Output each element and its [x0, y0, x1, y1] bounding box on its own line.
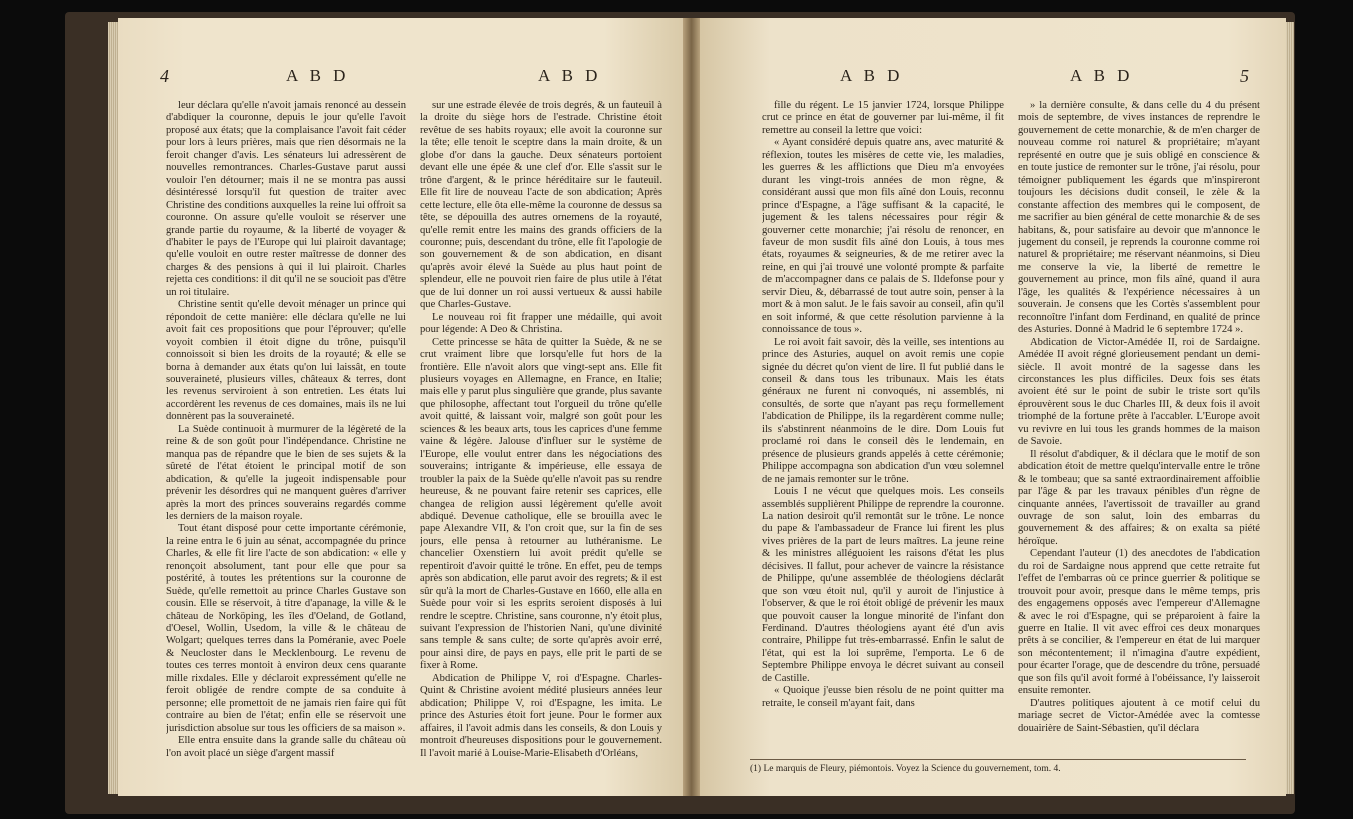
book-gutter: [683, 18, 700, 796]
paragraph: Abdication de Philippe V, roi d'Espagne. Charles-Quint & Christine avoient médité plusieurs années leur abdication; Philippe V, roi d'Espagne, les imita. Le prince des Asturies étoit fort jeune. Pour le former aux affaires, il l'avoit admis dans les conseils, & don Louis y montroit d'heureuses dispositions pour le gouvernement. Il l'avoit marié à Louise-Marie-Elisabeth d'Orléans,: [420, 672, 662, 759]
paragraph: Christine sentit qu'elle devoit ménager un prince qui répondoit de cette manière: elle déclara qu'elle ne lui avoit fait ces propositions que pour l'éprouver; qu'elle voyoit combien il étoit digne du trône, puisqu'il connoissoit si bien les droits de la royauté; & elle se borna à demander aux états qu'on lui laissât, en toute souveraineté, plusieurs villes, châteaux & terres, dont les revenus serviroient à son entretien. Les états lui accordèrent les revenus de ces domaines, mais ils ne lui donnèrent pas la souveraineté.: [166, 299, 406, 423]
paragraph: Tout étant disposé pour cette importante cérémonie, la reine entra le 6 juin au sénat, accompagnée du prince Charles, & elle fit lire l'acte de son abdication: « elle y renonçoit absolument, tant pour elle que pour sa postérité, à toutes les prétentions sur la couronne de Suède, qu'elle remettoit au prince Charles Gustave son cousin. Elle se réservoit, à titre d'apanage, la ville & le château de Norköping, les îles d'Oeland, de Gotland, d'Oesel, Wollin, Usedom, la ville & le château de Wolgart; quelques terres dans la Poméranie, avec Poele & Neucloster dans le Mecklenbourg. Le revenu de toutes ces terres montoit à environ deux cens quarante mille rixdales. Elle y déclaroit expressément qu'elle ne feroit obligée de rendre compte de sa conduite à personne; elle promettoit de ne jamais rien faire qui fût contraire au bien de l'état; enfin elle se réservoit une jurisdiction absolue sur tous les officiers de sa maison ».: [166, 523, 406, 734]
paragraph: Abdication de Victor-Amédée II, roi de Sardaigne. Amédée II avoit régné glorieusement pendant un demi-siècle. Il avoit montré de la sagesse dans les circonstances les plus difficiles. Deux fois ses états avoient été sur le point de subir le triste sort qu'ils éprouvèrent sous le duc Charles III, & deux fois il avoit triomphé de la fortune prête à l'accabler. L'Europe avoit vu revivre en lui tous les grands hommes de la maison de Savoie.: [1018, 336, 1260, 448]
paragraph: Cependant l'auteur (1) des anecdotes de l'abdication du roi de Sardaigne nous apprend que cette retraite fut l'effet de l'embarras où ce prince guerrier & politique se trouvoit pour avoir, presque dans le même temps, pris des engagemens opposés avec l'empereur d'Allemagne & avec le roi d'Espagne, qui se préparoient à faire la guerre en Italie. Il vit avec effroi ces deux monarques prêts à se concilier, & l'empereur en état de lui marquer son mécontentement; il n'imagina d'autre expédient, pour écarter l'orage, que de descendre du trône, persuadé que son fils qu'il avoit formé à l'obéissance, l'y laisseroit ensuite remonter.: [1018, 548, 1260, 697]
running-head: A B D: [538, 66, 602, 85]
text-column-2: [1018, 100, 1260, 752]
page-number: 4: [160, 66, 169, 86]
paragraph: D'autres politiques ajoutent à ce motif celui du mariage secret de Victor-Amédée avec la comtesse douairière de Saint-Sébastien, qu'il déclara: [1018, 697, 1260, 734]
text-column-1: [166, 100, 406, 776]
paragraph: « Quoique j'eusse bien résolu de ne point quitter ma retraite, le conseil m'ayant fait, dans: [762, 685, 1004, 709]
right-page-header: [700, 66, 1286, 96]
paragraph: Le roi avoit fait savoir, dès la veille, ses intentions au prince des Asturies, auquel on avoit remis une copie signée du décret qu'on vient de lire. Il fut publié dans le conseil & dans tous les tribunaux. Mais les états généraux ne furent ni convoqués, ni assemblés, ni consultés, de sorte que n'ayant pas reçu formellement l'abdication de Philippe, ils la regardèrent comme nulle; ils s'abstinrent néanmoins de le dire. Dom Louis fut proclamé roi dans le conseil dès le lendemain, en présence de plusieurs grands appelés à cette cérémonie; Philippe accompagna son abdication d'un vœu solemnel de ne jamais remonter sur le trône.: [762, 336, 1004, 485]
paragraph: Cette princesse se hâta de quitter la Suède, & ne se crut vraiment libre que lorsqu'elle fut hors de la frontière. Elle n'avoit alors que vingt-sept ans. Elle fit plusieurs voyages en Allemagne, en France, en Italie; mais elle y parut plus singulière que grande, plus savante que philosophe, affectant tout l'orgueil du trône qu'elle avoit quitté, & laissant voir, malgré son goût pour les sciences & les beaux arts, tous les caprices d'une femme vaine & légère. Jalouse d'influer sur le système de l'Europe, elle voulut entrer dans les négociations des souverains; intrigante & impérieuse, elle essaya de troubler la paix de la Suède qu'elle n'avoit pas su rendre heureuse, & ne pouvant faire retenir ses caprices, elle changea de religion aussi légèrement qu'elle avoit abdiqué. Devenue catholique, elle se brouilla avec le pape Alexandre VII, & l'on croit que, sur la fin de ses jours, elle pensa à retourner au luthéranisme. Le chancelier Oxenstiern lui avoit prédit qu'elle se repentiroit d'avoir quitté le trône. En effet, peu de temps après son abdication, elle parut avoir des regrets; & il est sûr qu'à la mort de Charles-Gustave en 1660, elle alla en Suède pour voir si les esprits seroient disposés à lui rendre le sceptre. Christine, sans couronne, n'y étoit plus, suivant l'expression de l'historien Nani, qu'une divinité sans temple & sans culte; de sorte qu'après avoir erré, pour ainsi dire, de pays en pays, elle prit le parti de se fixer à Rome.: [420, 336, 662, 672]
footnote: (1) Le marquis de Fleury, piémontois. Voyez la Science du gouvernement, tom. 4.: [750, 759, 1246, 774]
right-page-edges: [1286, 22, 1294, 794]
running-head: A B D: [1070, 66, 1134, 85]
left-page: [118, 18, 683, 796]
paragraph: sur une estrade élevée de trois degrés, & un fauteuil à la droite du siège hors de l'estrade. Christine étoit revêtue de ses habits royaux; elle avoit la couronne sur la tête; elle tenoit le sceptre dans la main droite, & un globe d'or dans la gauche. Deux sénateurs portoient devant elle une épée & une clef d'or. Elle s'assit sur le trône d'argent, & le prince héréditaire sur le fauteuil. Elle fit lire de nouveau l'acte de son abdication; Après cette lecture, elle ôta elle-même la couronne de dessus sa tête, se dépouilla des autres ornemens de la royauté, qu'elle remit entre les mains des grands officiers de la couronne; puis, descendant du trône, elle fit l'apologie de son gouvernement & de son abdication, en disant qu'après avoir élevé la Suède au plus haut point de splendeur, elle ne pouvoit rien faire de plus utile à l'état que de lui donner un roi aussi vertueux & aussi habile que Charles-Gustave.: [420, 100, 662, 311]
paragraph: Le nouveau roi fit frapper une médaille, qui avoit pour légende: A Deo & Christina.: [420, 311, 662, 336]
page-number: 5: [1240, 66, 1249, 86]
running-head: A B D: [840, 66, 904, 85]
text-column-2: [420, 100, 662, 776]
paragraph: Il résolut d'abdiquer, & il déclara que le motif de son abdication étoit de mettre quelqu'intervalle entre le trône & le tombeau; que sa santé extraordinairement affoiblie par l'âge & par les travaux pénibles d'un règne de cinquante années, l'avertissoit de travailler au grand ouvrage de son salut, loin des embarras du gouvernement & des affaires; & on exalta sa piété héroïque.: [1018, 448, 1260, 547]
paragraph: leur déclara qu'elle n'avoit jamais renoncé au dessein d'abdiquer la couronne, depuis le jour qu'elle l'avoit proposé aux états; que la complaisance l'avoit fait céder pour lors à leurs prières, mais que rien désormais ne la feroit changer d'avis. Les sénateurs lui adressèrent de nouvelles remontrances. Charles-Gustave parut aussi vouloir l'en détourner; mais il ne se montra pas aussi désintéressé lorsqu'il fut question de traiter avec Christine des conditions auxquelles la reine lui offroit sa couronne. On assure qu'elle vouloit se réserver une grande partie du royaume, & la liberté de voyager & d'habiter le pays de l'Europe qui lui plairoit davantage; qu'elle vouloit en outre rester maîtresse de donner des charges & des pensions à qui il lui plairoit. Charles rejetta ces conditions: il dit qu'il ne se soucioit pas d'être un roi titulaire.: [166, 100, 406, 298]
paragraph: Elle entra ensuite dans la grande salle du château où l'on avoit placé un siège d'argent massif: [166, 735, 406, 759]
paragraph: « Ayant considéré depuis quatre ans, avec maturité & réflexion, toutes les misères de cette vie, les maladies, les guerres & les afflictions que Dieu m'a envoyées durant les vingt-trois années de mon règne, & considérant aussi que mon fils aîné don Louis, reconnu prince d'Espagne, a l'âge suffisant & la capacité, le jugement & les talens nécessaires pour régir & gouverner cette monarchie; j'ai résolu de renoncer, en faveur de mon susdit fils aîné don Louis, à tous mes états, royaumes & seigneuries, & de me retirer avec la reine, en qui j'ai trouvé une volonté prompte & parfaite de m'accompagner dans ce palais de S. Ildefonse pour y servir Dieu, &, débarrassé de tout autre soin, penser à la mort & à mon salut. Je le fais savoir au conseil, afin qu'il en soit informé, & que cette résolution parvienne à la connoissance de tous ».: [762, 137, 1004, 336]
running-head: A B D: [286, 66, 350, 85]
paragraph: fille du régent. Le 15 janvier 1724, lorsque Philippe crut ce prince en état de gouverner par lui-même, il fit remettre au conseil la lettre que voici:: [762, 100, 1004, 136]
paragraph: » la dernière consulte, & dans celle du 4 du présent mois de septembre, de vives instances de reprendre le gouvernement de cette monarchie, & de m'en charger de nouveau comme roi naturel & propriétaire; m'ayant représenté en outre que je suis obligé en conscience & en toute justice de remonter sur le trône, j'ai résolu, pour témoigner publiquement les égards que m'inspireront toujours les décisions dudit conseil, le zèle & la constante affection des membres qui le composent, de me sacrifier au bien général de cette monarchie & de ses habitans, &, pour satisfaire au devoir que m'annonce le jugement du conseil, je reprends la couronne comme roi naturel & propriétaire; me réservant néanmoins, si Dieu me conserve la vie, la liberté de remettre le gouvernement au prince, mon fils aîné, quand il aura l'âge, les qualités & l'expérience nécessaires à un souverain. Je consens que les Cortès s'assemblent pour reconnoître l'infant dom Ferdinand, en qualité de prince des Asturies. Donné à Madrid le 6 septembre 1724 ».: [1018, 100, 1260, 336]
paragraph: La Suède continuoit à murmurer de la légèreté de la reine & de son goût pour l'indépendance. Christine ne manqua pas de répandre que le bien de ses sujets & la sûreté de l'état étoient le principal motif de son abdication, & qu'elle la jugeoit indispensable pour prévenir les désordres qui ne manquent guères d'arriver après la mort des princes souverains regardés comme les derniers de la maison royale.: [166, 423, 406, 522]
left-page-header: [118, 66, 683, 96]
left-page-edges: [108, 22, 118, 794]
text-column-1: [762, 100, 1004, 752]
right-page: [700, 18, 1286, 796]
paragraph: Louis I ne vécut que quelques mois. Les conseils assemblés supplièrent Philippe de reprendre la couronne. La nation desiroit qu'il remontât sur le trône. Le nonce du pape & l'ambassadeur de France lui firent les plus vives prières de la part de leurs maîtres. La jeune reine & les ministres alléguoient les raisons d'état les plus décisives. Il fallut, pour achever de vaincre la résistance de Philippe, qu'une assemblée de théologiens déclarât que son vœu étoit nul, qu'il y auroit de l'injustice à l'observer, & que le roi étoit obligé de prévenir les maux que pouvoit causer la longue minorité de l'infant don Ferdinand. D'autres théologiens ayant été d'un avis contraire, Philippe fut très-embarrassé. Enfin le salut de l'état, qui est la loi suprême, l'emporta. Le 6 de Septembre Philippe envoya le décret suivant au conseil de Castille.: [762, 486, 1004, 684]
